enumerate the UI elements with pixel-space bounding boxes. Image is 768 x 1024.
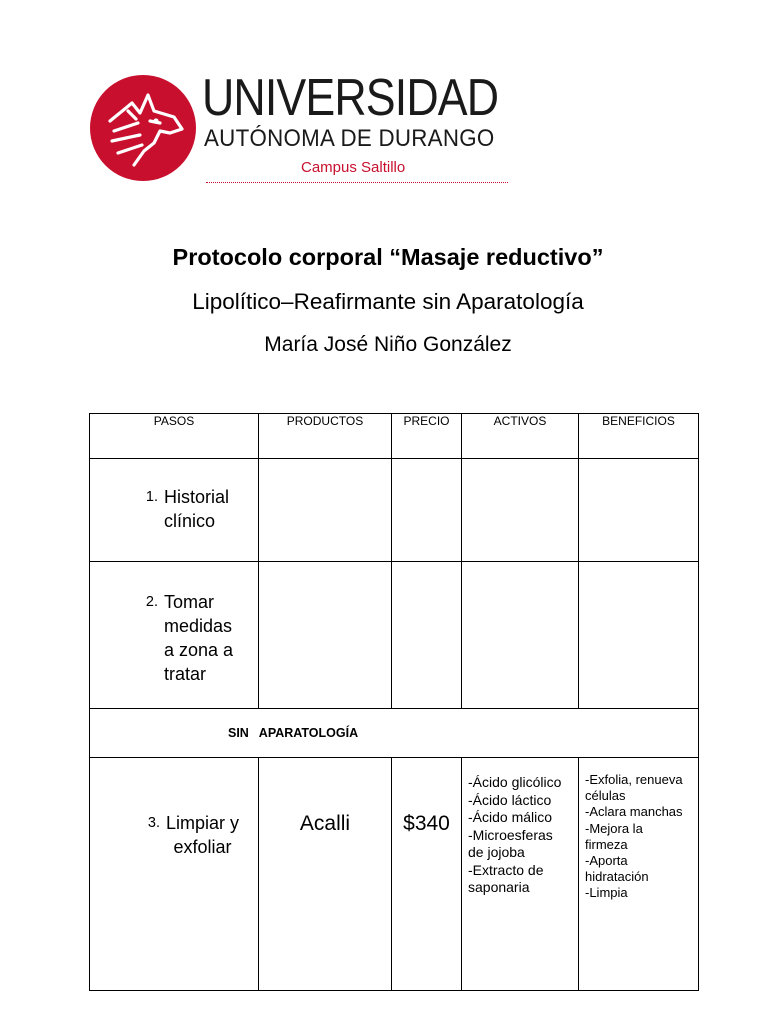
step-number: 1. [145, 489, 158, 505]
empty-cell [392, 562, 462, 709]
empty-cell [259, 562, 392, 709]
section-label: SIN APARATOLOGÍA [90, 709, 699, 758]
university-logo [88, 70, 518, 190]
table-row [90, 758, 699, 991]
step-label: Historial clínico [164, 487, 230, 531]
step-cell [90, 758, 259, 991]
header-activos: ACTIVOS [462, 414, 579, 459]
logo-divider [206, 182, 508, 183]
product-cell: Acalli [259, 758, 392, 991]
header-pasos: PASOS [90, 414, 259, 459]
step-label: Limpiar y exfoliar [166, 813, 240, 857]
header-productos: PRODUCTOS [259, 414, 392, 459]
table-header-row [90, 414, 699, 459]
empty-cell [579, 562, 699, 709]
logo-subtitle: AUTÓNOMA DE DURANGO [204, 125, 495, 152]
step-cell [90, 562, 259, 709]
document-title: Protocolo corporal “Masaje reductivo” [172, 244, 604, 270]
author-name: María José Niño González [264, 333, 512, 356]
header-beneficios: BENEFICIOS [579, 414, 699, 459]
logo-campus: Campus Saltillo [301, 159, 406, 176]
beneficios-cell: -Exfolia, renueva células -Aclara manchas -Mejora la firmeza -Aporta hidratación -Limpia [579, 758, 699, 991]
protocol-table [89, 413, 699, 991]
step-cell [90, 459, 259, 562]
section-row [90, 709, 699, 758]
empty-cell [462, 562, 579, 709]
document-subtitle: Lipolítico–Reafirmante sin Aparatología [192, 289, 584, 314]
step-number: 3. [147, 815, 160, 831]
step-label: Tomar medidas a zona a tratar [164, 592, 234, 684]
table-row [90, 562, 699, 709]
empty-cell [392, 459, 462, 562]
empty-cell [462, 459, 579, 562]
empty-cell [259, 459, 392, 562]
price-cell: $340 [392, 758, 462, 991]
header-precio: PRECIO [392, 414, 462, 459]
wolf-head-seal-icon [88, 73, 198, 183]
table-row [90, 459, 699, 562]
activos-cell: -Ácido glicólico -Ácido láctico -Ácido málico -Microesferas de jojoba -Extracto de saponaria [462, 758, 579, 991]
empty-cell [579, 459, 699, 562]
logo-title: UNIVERSIDAD [202, 69, 499, 127]
step-number: 2. [145, 594, 158, 610]
